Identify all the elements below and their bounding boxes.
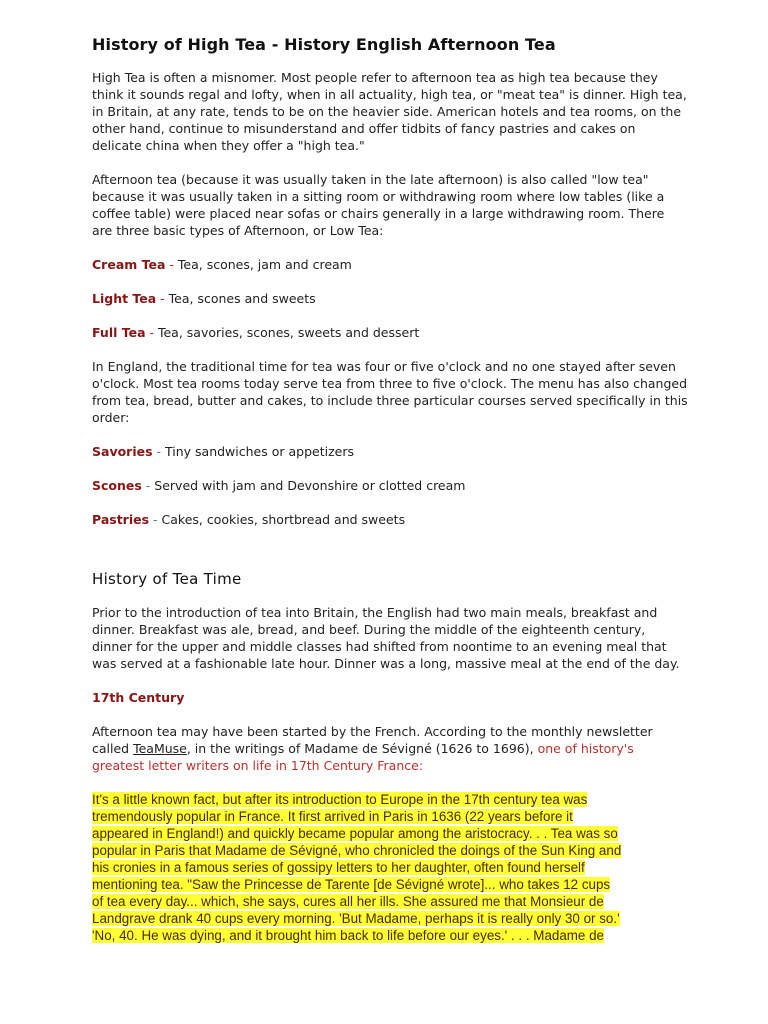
- quote-line: mentioning tea. "Saw the Princesse de Tarente [de Sévigné wrote]... who takes 12 cups: [92, 877, 611, 892]
- highlighted-quote: [92, 791, 688, 944]
- course-pastries: Pastries - Cakes, cookies, shortbread and sweets: [92, 512, 406, 527]
- document-page: [92, 34, 688, 944]
- intro-paragraph-2: Afternoon tea (because it was usually taken in the late afternoon) is also called "low tea" because it was usually taken in a sitting room or withdrawing room where low tables (like a coffee table) were placed near sofas or chairs generally in a large withdrawing room. There are three basic types of Afternoon, or Low Tea:: [92, 172, 665, 238]
- teamuse-link[interactable]: TeaMuse: [133, 741, 187, 756]
- term-description: Tea, scones and sweets: [168, 291, 316, 306]
- term-label: Pastries: [92, 512, 150, 527]
- course-scones: Scones - Served with jam and Devonshire or clotted cream: [92, 478, 466, 493]
- intro-paragraph-1: High Tea is often a misnomer. Most people refer to afternoon tea as high tea because they think it sounds regal and lofty, when in all actuality, high tea, or "meat tea" is dinner. High tea, in Britain, at any rate, tends to be on the heavier side. American hotels and tea rooms, on the other hand, continue to misunderstand and offer tidbits of fancy pastries and cakes on delicate china when they offer a "high tea.": [92, 70, 687, 153]
- history-paragraph: Prior to the introduction of tea into Britain, the English had two main meals, breakfast and dinner. Breakfast was ale, bread, and beef. During the middle of the eighteenth century, dinner for the upper and middle classes had shifted from noontime to an evening meal that was served at a fashionable late hour. Dinner was a long, massive meal at the end of the day.: [92, 605, 680, 671]
- term-label: Savories: [92, 444, 153, 459]
- century-heading: 17th Century: [92, 690, 185, 705]
- century-intro-paragraph: Afternoon tea may have been started by the French. According to the monthly newsletter called TeaMuse, in the writings of Madame de Sévigné (1626 to 1696), one of history's greatest letter writers on life in 17th Century France:: [92, 724, 653, 773]
- term-description: Tiny sandwiches or appetizers: [165, 444, 354, 459]
- quote-line: Landgrave drank 40 cups every morning. 'But Madame, perhaps it is really only 30 or so.': [92, 911, 620, 926]
- quote-line: appeared in England!) and quickly became popular among the aristocracy. . . Tea was so: [92, 826, 618, 841]
- tea-type-cream: Cream Tea - Tea, scones, jam and cream: [92, 257, 352, 272]
- quote-line: his cronies in a famous series of gossipy letters to her daughter, often found herself: [92, 860, 585, 875]
- term-label: Scones: [92, 478, 142, 493]
- page-title: History of High Tea - History English Afternoon Tea: [92, 35, 556, 54]
- term-label: Cream Tea: [92, 257, 166, 272]
- term-label: Light Tea: [92, 291, 157, 306]
- tea-type-full: Full Tea - Tea, savories, scones, sweets and dessert: [92, 325, 420, 340]
- quote-line: popular in Paris that Madame de Sévigné, who chronicled the doings of the Sun King and: [92, 843, 622, 858]
- term-description: Served with jam and Devonshire or clotted cream: [154, 478, 466, 493]
- term-label: Full Tea: [92, 325, 146, 340]
- england-paragraph: In England, the traditional time for tea was four or five o'clock and no one stayed after seven o'clock. Most tea rooms today serve tea from three to five o'clock. The menu has also changed from tea, bread, butter and cakes, to include three particular courses served specifically in this order:: [92, 359, 688, 425]
- quote-line: 'No, 40. He was dying, and it brought him back to life before our eyes.' . . . Madame de: [92, 928, 604, 943]
- quote-line: of tea every day... which, she says, cures all her ills. She assured me that Monsieur de: [92, 894, 604, 909]
- term-description: Tea, savories, scones, sweets and dessert: [157, 325, 420, 340]
- quote-line: It's a little known fact, but after its introduction to Europe in the 17th century tea was: [92, 792, 588, 807]
- course-savories: Savories - Tiny sandwiches or appetizers: [92, 444, 354, 459]
- quote-line: tremendously popular in France. It first arrived in Paris in 1636 (22 years before it: [92, 809, 573, 824]
- history-heading: History of Tea Time: [92, 570, 242, 588]
- red-emphasis-text: one of history's greatest letter writers on life in 17th Century France:: [92, 741, 634, 773]
- tea-type-light: Light Tea - Tea, scones and sweets: [92, 291, 316, 306]
- term-description: Cakes, cookies, shortbread and sweets: [161, 512, 406, 527]
- term-description: Tea, scones, jam and cream: [177, 257, 352, 272]
